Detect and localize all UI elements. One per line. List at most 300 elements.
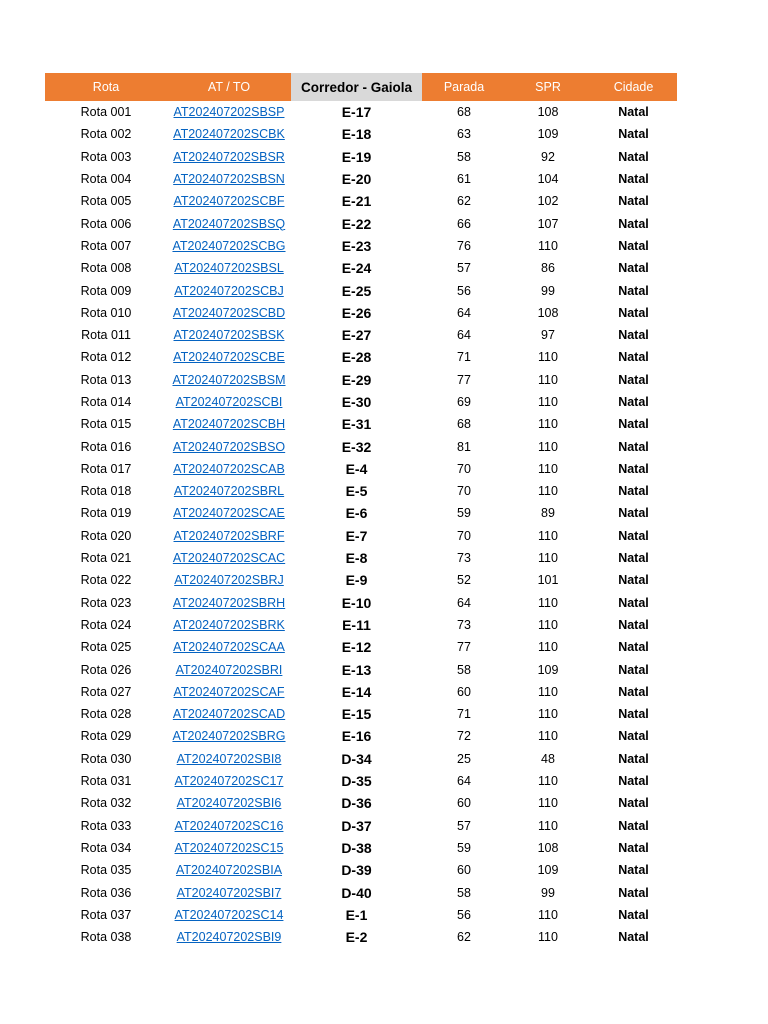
cell-parada: 63 xyxy=(457,127,471,142)
table-row xyxy=(45,168,677,190)
at-to-link[interactable]: AT202407202SCAF xyxy=(173,684,285,699)
cell-corredor-gaiola: E-27 xyxy=(341,327,372,344)
cell-corredor-gaiola: E-11 xyxy=(342,616,371,633)
at-to-link[interactable]: AT202407202SBSL xyxy=(174,261,284,276)
cell-spr: 110 xyxy=(538,930,558,945)
cell-parada: 73 xyxy=(457,617,471,632)
table-row xyxy=(45,146,677,168)
at-to-link[interactable]: AT202407202SCBE xyxy=(173,350,285,365)
cell-parada: 59 xyxy=(457,840,471,855)
table-row xyxy=(45,881,677,903)
cell-spr: 101 xyxy=(537,573,559,588)
cell-rota: Rota 014 xyxy=(80,395,132,409)
cell-rota: Rota 030 xyxy=(80,751,132,766)
cell-spr: 86 xyxy=(541,261,555,276)
cell-at-to xyxy=(167,837,291,859)
cell-cidade: Natal xyxy=(618,350,649,365)
cell-rota: Rota 013 xyxy=(80,372,132,387)
cell-at-to xyxy=(167,212,291,234)
cell-at-to xyxy=(167,569,291,591)
cell-cidade: Natal xyxy=(618,216,649,231)
cell-rota: Rota 009 xyxy=(80,283,132,298)
cell-spr: 110 xyxy=(538,238,558,253)
cell-parada: 52 xyxy=(457,573,471,588)
cell-spr: 110 xyxy=(538,907,558,922)
cell-spr: 107 xyxy=(537,216,559,231)
table-row xyxy=(45,592,677,614)
at-to-link[interactable]: AT202407202SCBI xyxy=(175,395,283,409)
cell-corredor-gaiola: E-24 xyxy=(341,260,372,277)
table-row xyxy=(45,480,677,502)
cell-parada: 68 xyxy=(457,417,471,432)
table-row xyxy=(45,413,677,435)
at-to-link[interactable]: AT202407202SBIA xyxy=(175,863,283,878)
cell-spr: 110 xyxy=(538,439,558,454)
cell-spr: 110 xyxy=(538,796,558,811)
cell-cidade: Natal xyxy=(618,707,649,722)
cell-rota: Rota 038 xyxy=(80,930,132,945)
cell-at-to xyxy=(167,302,291,324)
cell-corredor-gaiola: E-22 xyxy=(341,215,372,232)
header-corredor-gaiola: Corredor - Gaiola xyxy=(291,73,422,101)
cell-rota: Rota 016 xyxy=(80,439,132,454)
cell-cidade: Natal xyxy=(618,617,649,632)
cell-spr: 110 xyxy=(538,774,558,789)
at-to-link[interactable]: AT202407202SCAD xyxy=(172,707,286,722)
at-to-link[interactable]: AT202407202SBSR xyxy=(173,149,285,164)
table-row xyxy=(45,748,677,770)
table-row xyxy=(45,324,677,346)
cell-cidade: Natal xyxy=(618,595,649,610)
cell-at-to xyxy=(167,859,291,881)
cell-at-to xyxy=(167,815,291,837)
cell-parada: 71 xyxy=(457,350,471,365)
cell-cidade: Natal xyxy=(618,105,649,120)
cell-spr: 104 xyxy=(537,172,559,187)
cell-rota: Rota 001 xyxy=(80,105,132,120)
cell-parada: 25 xyxy=(457,751,471,766)
cell-spr: 110 xyxy=(538,484,558,499)
cell-corredor-gaiola: D-34 xyxy=(341,750,372,767)
cell-at-to xyxy=(167,324,291,346)
cell-parada: 59 xyxy=(457,506,471,521)
header-cidade: Cidade xyxy=(590,73,677,101)
at-to-link[interactable]: AT202407202SCAA xyxy=(173,640,285,655)
at-to-link[interactable]: AT202407202SBI7 xyxy=(176,885,282,900)
cell-parada: 70 xyxy=(457,528,471,543)
table-row xyxy=(45,101,677,123)
cell-corredor-gaiola: E-10 xyxy=(341,594,372,611)
cell-at-to xyxy=(167,636,291,658)
cell-corredor-gaiola: E-4 xyxy=(345,460,368,477)
cell-parada: 62 xyxy=(457,930,471,945)
cell-cidade: Natal xyxy=(618,930,649,945)
cell-rota: Rota 002 xyxy=(80,127,132,142)
cell-at-to xyxy=(167,681,291,703)
cell-cidade: Natal xyxy=(618,840,649,855)
cell-cidade: Natal xyxy=(618,863,649,878)
cell-at-to xyxy=(167,413,291,435)
cell-rota: Rota 022 xyxy=(80,573,132,588)
cell-spr: 108 xyxy=(537,305,559,320)
cell-cidade: Natal xyxy=(618,484,649,499)
cell-corredor-gaiola: E-8 xyxy=(345,550,368,567)
cell-spr: 102 xyxy=(537,194,559,209)
cell-corredor-gaiola: E-17 xyxy=(341,104,372,121)
cell-cidade: Natal xyxy=(618,261,649,276)
cell-spr: 110 xyxy=(538,595,558,610)
cell-parada: 64 xyxy=(457,595,471,610)
table-row xyxy=(45,391,677,413)
cell-rota: Rota 010 xyxy=(80,305,132,320)
cell-parada: 60 xyxy=(457,796,471,811)
cell-parada: 76 xyxy=(457,238,471,253)
cell-at-to xyxy=(167,725,291,747)
table-row xyxy=(45,190,677,212)
header-spr: SPR xyxy=(506,73,590,101)
cell-corredor-gaiola: D-37 xyxy=(341,817,372,834)
at-to-link[interactable]: AT202407202SBI9 xyxy=(176,930,282,945)
at-to-link[interactable]: AT202407202SCAE xyxy=(173,506,285,521)
cell-at-to xyxy=(167,369,291,391)
cell-parada: 64 xyxy=(457,774,471,789)
cell-spr: 109 xyxy=(537,662,559,677)
at-to-link[interactable]: AT202407202SC14 xyxy=(174,907,284,922)
cell-rota: Rota 031 xyxy=(80,774,132,789)
table-row xyxy=(45,815,677,837)
cell-spr: 110 xyxy=(538,461,558,476)
at-to-link[interactable]: AT202407202SCBH xyxy=(172,417,286,432)
cell-parada: 68 xyxy=(457,105,471,120)
cell-cidade: Natal xyxy=(618,751,649,766)
at-to-link[interactable]: AT202407202SCAB xyxy=(173,461,285,476)
cell-cidade: Natal xyxy=(618,907,649,922)
cell-rota: Rota 023 xyxy=(80,595,132,610)
table-row xyxy=(45,547,677,569)
cell-rota: Rota 008 xyxy=(80,261,132,276)
cell-corredor-gaiola: E-21 xyxy=(341,193,372,210)
cell-rota: Rota 024 xyxy=(80,617,132,632)
cell-spr: 48 xyxy=(541,751,555,766)
at-to-link[interactable]: AT202407202SCBD xyxy=(172,305,286,320)
cell-parada: 70 xyxy=(457,484,471,499)
cell-parada: 71 xyxy=(457,707,471,722)
cell-spr: 110 xyxy=(538,372,558,387)
at-to-link[interactable]: AT202407202SBRF xyxy=(173,528,285,543)
cell-at-to xyxy=(167,123,291,145)
table-row xyxy=(45,725,677,747)
cell-corredor-gaiola: D-40 xyxy=(341,884,372,901)
cell-rota: Rota 029 xyxy=(80,729,132,744)
cell-cidade: Natal xyxy=(618,172,649,187)
table-row xyxy=(45,369,677,391)
cell-at-to xyxy=(167,279,291,301)
at-to-link[interactable]: AT202407202SBI6 xyxy=(176,796,282,811)
cell-at-to xyxy=(167,101,291,123)
cell-at-to xyxy=(167,168,291,190)
at-to-link[interactable]: AT202407202SBSP xyxy=(173,105,285,120)
at-to-link[interactable]: AT202407202SBRH xyxy=(172,595,286,610)
cell-cidade: Natal xyxy=(618,528,649,543)
at-to-link[interactable]: AT202407202SBRK xyxy=(173,617,285,632)
cell-at-to xyxy=(167,346,291,368)
cell-cidade: Natal xyxy=(618,328,649,343)
cell-parada: 56 xyxy=(457,907,471,922)
cell-corredor-gaiola: E-6 xyxy=(345,505,368,522)
cell-spr: 110 xyxy=(538,818,558,833)
at-to-link[interactable]: AT202407202SBRI xyxy=(175,662,283,677)
cell-parada: 81 xyxy=(457,439,471,454)
cell-corredor-gaiola: E-23 xyxy=(341,237,372,254)
cell-parada: 69 xyxy=(457,395,471,409)
cell-rota: Rota 032 xyxy=(80,796,132,811)
cell-at-to xyxy=(167,703,291,725)
cell-rota: Rota 025 xyxy=(80,640,132,655)
cell-parada: 57 xyxy=(457,261,471,276)
cell-parada: 66 xyxy=(457,216,471,231)
cell-rota: Rota 019 xyxy=(80,506,132,521)
cell-corredor-gaiola: D-36 xyxy=(341,795,372,812)
table-row xyxy=(45,525,677,547)
cell-spr: 110 xyxy=(538,684,558,699)
cell-at-to xyxy=(167,614,291,636)
cell-rota: Rota 012 xyxy=(80,350,132,365)
cell-at-to xyxy=(167,592,291,614)
table-row xyxy=(45,614,677,636)
cell-cidade: Natal xyxy=(618,194,649,209)
cell-spr: 97 xyxy=(541,328,555,343)
table-row xyxy=(45,569,677,591)
cell-cidade: Natal xyxy=(618,885,649,900)
cell-rota: Rota 006 xyxy=(80,216,132,231)
cell-rota: Rota 015 xyxy=(80,417,132,432)
table-row xyxy=(45,658,677,680)
cell-cidade: Natal xyxy=(618,640,649,655)
cell-spr: 110 xyxy=(538,729,558,744)
cell-spr: 109 xyxy=(537,863,559,878)
cell-at-to xyxy=(167,146,291,168)
cell-cidade: Natal xyxy=(618,417,649,432)
cell-at-to xyxy=(167,547,291,569)
cell-spr: 110 xyxy=(538,617,558,632)
cell-parada: 64 xyxy=(457,305,471,320)
cell-spr: 110 xyxy=(538,528,558,543)
table-row xyxy=(45,636,677,658)
cell-parada: 64 xyxy=(457,328,471,343)
table-row xyxy=(45,837,677,859)
cell-at-to xyxy=(167,435,291,457)
cell-spr: 92 xyxy=(541,149,555,164)
cell-corredor-gaiola: E-30 xyxy=(341,394,372,410)
at-to-link[interactable]: AT202407202SCBJ xyxy=(174,283,284,298)
at-to-link[interactable]: AT202407202SCBK xyxy=(173,127,285,142)
at-to-link[interactable]: AT202407202SCBG xyxy=(172,238,286,253)
cell-at-to xyxy=(167,391,291,413)
cell-cidade: Natal xyxy=(618,506,649,521)
cell-parada: 60 xyxy=(457,684,471,699)
cell-cidade: Natal xyxy=(618,818,649,833)
header-at-to: AT / TO xyxy=(167,73,291,101)
cell-rota: Rota 037 xyxy=(80,907,132,922)
cell-cidade: Natal xyxy=(618,796,649,811)
at-to-link[interactable]: AT202407202SBSN xyxy=(173,172,285,187)
cell-parada: 58 xyxy=(457,885,471,900)
at-to-link[interactable]: AT202407202SCAC xyxy=(172,551,286,566)
cell-spr: 89 xyxy=(541,506,555,521)
table-row xyxy=(45,435,677,457)
cell-rota: Rota 027 xyxy=(80,684,132,699)
at-to-link[interactable]: AT202407202SBI8 xyxy=(176,751,282,766)
cell-at-to xyxy=(167,658,291,680)
cell-cidade: Natal xyxy=(618,305,649,320)
cell-corredor-gaiola: E-29 xyxy=(341,371,372,388)
cell-corredor-gaiola: E-14 xyxy=(341,683,372,700)
table-body xyxy=(45,101,677,948)
cell-cidade: Natal xyxy=(618,729,649,744)
at-to-link[interactable]: AT202407202SBSK xyxy=(173,328,285,343)
cell-rota: Rota 011 xyxy=(81,328,131,343)
cell-rota: Rota 004 xyxy=(80,172,132,187)
cell-parada: 77 xyxy=(457,640,471,655)
cell-parada: 58 xyxy=(457,662,471,677)
table-row xyxy=(45,257,677,279)
cell-at-to xyxy=(167,480,291,502)
cell-cidade: Natal xyxy=(618,551,649,566)
cell-corredor-gaiola: E-12 xyxy=(341,639,372,656)
cell-cidade: Natal xyxy=(618,684,649,699)
cell-at-to xyxy=(167,792,291,814)
at-to-link[interactable]: AT202407202SC15 xyxy=(174,840,284,855)
cell-corredor-gaiola: E-9 xyxy=(345,572,368,589)
cell-parada: 61 xyxy=(457,172,471,187)
cell-parada: 70 xyxy=(457,461,471,476)
cell-corredor-gaiola: E-15 xyxy=(341,706,372,723)
cell-spr: 108 xyxy=(537,840,559,855)
at-to-link[interactable]: AT202407202SBRJ xyxy=(174,573,284,588)
table-row xyxy=(45,235,677,257)
table-row xyxy=(45,792,677,814)
table-row xyxy=(45,346,677,368)
cell-cidade: Natal xyxy=(618,372,649,387)
cell-corredor-gaiola: E-7 xyxy=(345,527,368,544)
cell-cidade: Natal xyxy=(618,461,649,476)
cell-parada: 62 xyxy=(457,194,471,209)
cell-corredor-gaiola: E-31 xyxy=(341,416,372,433)
cell-spr: 99 xyxy=(541,885,555,900)
cell-rota: Rota 028 xyxy=(80,707,132,722)
at-to-link[interactable]: AT202407202SBRL xyxy=(173,484,285,499)
cell-at-to xyxy=(167,748,291,770)
cell-rota: Rota 033 xyxy=(80,818,132,833)
cell-at-to xyxy=(167,190,291,212)
cell-cidade: Natal xyxy=(618,395,649,409)
at-to-link[interactable]: AT202407202SBSO xyxy=(172,439,286,454)
cell-cidade: Natal xyxy=(618,439,649,454)
cell-rota: Rota 007 xyxy=(80,238,132,253)
at-to-link[interactable]: AT202407202SC16 xyxy=(174,818,284,833)
table-row xyxy=(45,681,677,703)
cell-rota: Rota 020 xyxy=(80,528,132,543)
cell-rota: Rota 005 xyxy=(80,194,132,209)
cell-at-to xyxy=(167,881,291,903)
cell-corredor-gaiola: D-35 xyxy=(341,773,372,790)
cell-parada: 58 xyxy=(457,149,471,164)
cell-spr: 110 xyxy=(538,707,558,722)
cell-spr: 110 xyxy=(538,395,558,409)
cell-cidade: Natal xyxy=(618,149,649,164)
cell-spr: 110 xyxy=(538,350,558,365)
at-to-link[interactable]: AT202407202SBRG xyxy=(172,729,286,744)
cell-corredor-gaiola: E-5 xyxy=(345,483,368,500)
cell-rota: Rota 003 xyxy=(80,149,132,164)
cell-cidade: Natal xyxy=(618,573,649,588)
table-row xyxy=(45,859,677,881)
table-row xyxy=(45,302,677,324)
cell-corredor-gaiola: E-18 xyxy=(341,126,372,143)
table-row xyxy=(45,458,677,480)
cell-at-to xyxy=(167,770,291,792)
cell-corredor-gaiola: E-13 xyxy=(341,661,372,678)
routes-table xyxy=(45,73,677,948)
at-to-link[interactable]: AT202407202SC17 xyxy=(174,774,284,789)
cell-rota: Rota 017 xyxy=(80,461,132,476)
at-to-link[interactable]: AT202407202SBSM xyxy=(172,372,286,387)
cell-corredor-gaiola: E-26 xyxy=(341,304,372,321)
cell-rota: Rota 036 xyxy=(80,885,132,900)
at-to-link[interactable]: AT202407202SBSQ xyxy=(172,216,286,231)
cell-corredor-gaiola: D-38 xyxy=(341,839,372,856)
cell-rota: Rota 034 xyxy=(80,840,132,855)
cell-corredor-gaiola: E-25 xyxy=(341,282,372,299)
cell-parada: 56 xyxy=(457,283,471,298)
at-to-link[interactable]: AT202407202SCBF xyxy=(173,194,285,209)
cell-spr: 109 xyxy=(537,127,559,142)
cell-spr: 99 xyxy=(541,283,555,298)
cell-cidade: Natal xyxy=(618,774,649,789)
cell-at-to xyxy=(167,257,291,279)
cell-cidade: Natal xyxy=(618,283,649,298)
cell-spr: 110 xyxy=(538,640,558,655)
table-row xyxy=(45,279,677,301)
cell-spr: 110 xyxy=(538,551,558,566)
table-row xyxy=(45,770,677,792)
cell-corredor-gaiola: E-19 xyxy=(341,148,372,165)
header-parada: Parada xyxy=(422,73,506,101)
cell-cidade: Natal xyxy=(618,127,649,142)
cell-parada: 72 xyxy=(457,729,471,744)
cell-at-to xyxy=(167,926,291,948)
header-rota: Rota xyxy=(45,73,167,101)
header-row xyxy=(45,73,677,101)
table-row xyxy=(45,212,677,234)
cell-parada: 73 xyxy=(457,551,471,566)
cell-rota: Rota 026 xyxy=(80,662,132,677)
cell-rota: Rota 021 xyxy=(80,551,132,566)
cell-at-to xyxy=(167,525,291,547)
table-row xyxy=(45,502,677,524)
table-row xyxy=(45,904,677,926)
cell-spr: 108 xyxy=(537,105,559,120)
cell-parada: 77 xyxy=(457,372,471,387)
cell-corredor-gaiola: E-28 xyxy=(341,349,372,366)
cell-corredor-gaiola: E-16 xyxy=(341,728,372,745)
cell-corredor-gaiola: E-20 xyxy=(341,171,372,188)
cell-at-to xyxy=(167,458,291,480)
cell-parada: 57 xyxy=(457,818,471,833)
cell-at-to xyxy=(167,235,291,257)
table-row xyxy=(45,703,677,725)
cell-parada: 60 xyxy=(457,863,471,878)
